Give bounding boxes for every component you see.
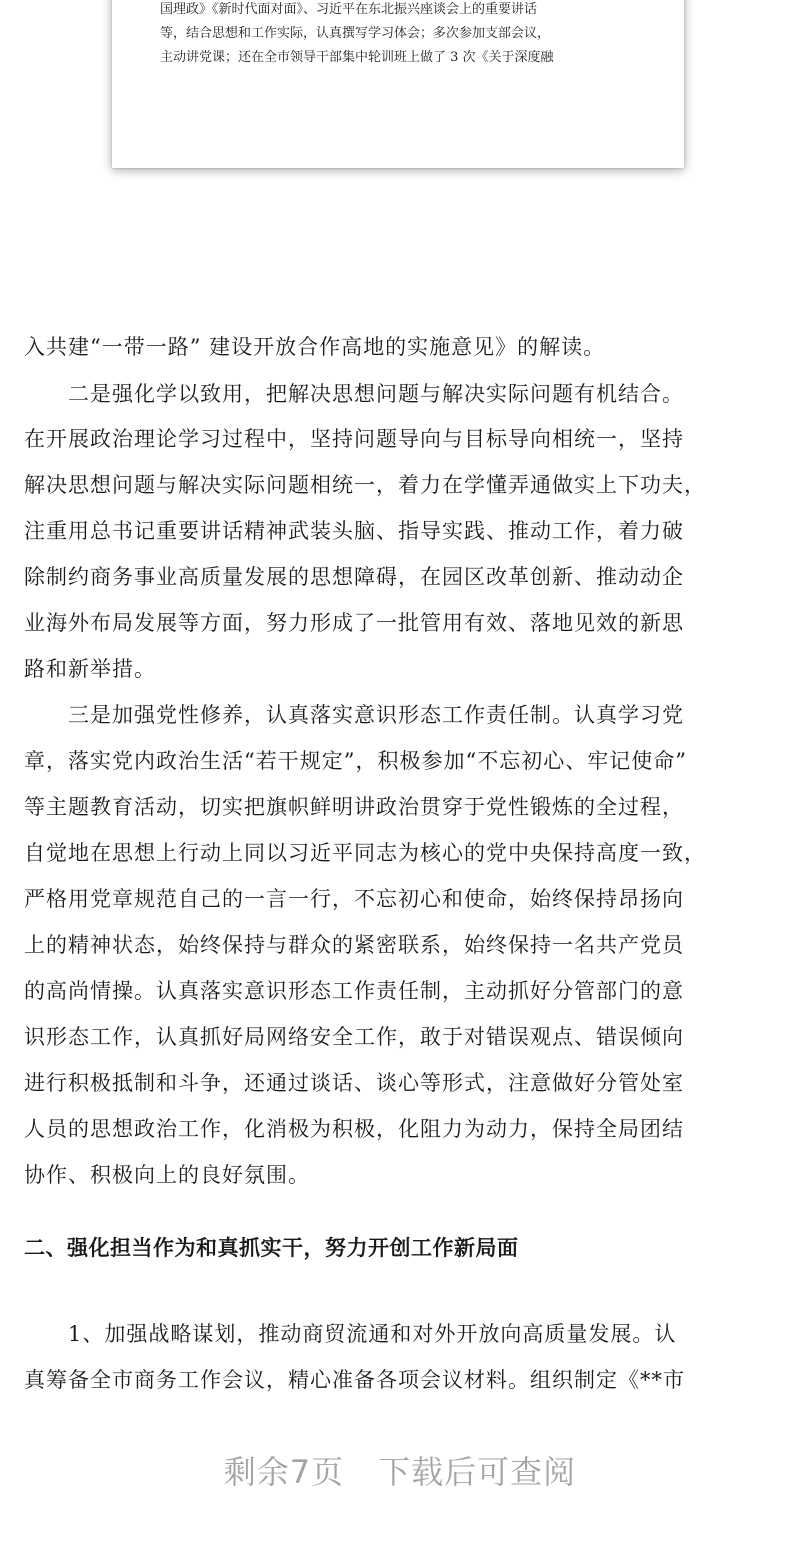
body-line: 人员的思想政治工作，化消极为积极，化阻力为动力，保持全局团结 [24, 1117, 684, 1141]
body-line: 三是加强党性修养，认真落实意识形态工作责任制。认真学习党 [24, 703, 684, 727]
body-line: 业海外布局发展等方面，努力形成了一批管用有效、落地见效的新思 [24, 611, 684, 635]
body-line: 在开展政治理论学习过程中，坚持问题导向与目标导向相统一，坚持 [24, 427, 684, 451]
body-line: 1、加强战略谋划，推动商贸流通和对外开放向高质量发展。认 [24, 1322, 677, 1346]
body-line: 注重用总书记重要讲话精神武装头脑、指导实践、推动工作，着力破 [24, 519, 684, 543]
body-line: 自觉地在思想上行动上同以习近平同志为核心的党中央保持高度一致， [24, 841, 706, 865]
remaining-pages-label: 剩余7页 [223, 1453, 345, 1491]
document-preview-card [112, 0, 684, 168]
section-heading: 二、强化担当作为和真抓实干，努力开创工作新局面 [24, 1236, 519, 1260]
download-to-view-label[interactable]: 下载后可查阅 [378, 1453, 577, 1491]
body-line: 章，落实党内政治生活“若干规定”，积极参加“不忘初心、牢记使命” [24, 749, 687, 773]
body-line: 解决思想问题与解决实际问题相统一，着力在学懂弄通做实上下功夫， [24, 473, 706, 497]
body-line: 协作、积极向上的良好氛围。 [24, 1163, 310, 1187]
body-line: 路和新举措。 [24, 657, 156, 681]
body-line: 严格用党章规范自己的一言一行，不忘初心和使命，始终保持昂扬向 [24, 887, 684, 911]
body-line: 上的精神状态，始终保持与群众的紧密联系，始终保持一名共产党员 [24, 933, 684, 957]
download-more-banner[interactable] [0, 1448, 800, 1496]
body-line: 真筹备全市商务工作会议，精心准备各项会议材料。组织制定《**市 [24, 1368, 685, 1392]
preview-line: 等，结合思想和工作实际，认真撰写学习体会；多次参加支部会议， [160, 26, 551, 41]
preview-line: 主动讲党课；还在全市领导干部集中轮训班上做了 3 次《关于深度融 [160, 50, 554, 65]
body-line: 除制约商务事业高质量发展的思想障碍，在园区改革创新、推动动企 [24, 565, 684, 589]
body-line: 二是强化学以致用，把解决思想问题与解决实际问题有机结合。 [24, 382, 684, 406]
body-line: 的高尚情操。认真落实意识形态工作责任制，主动抓好分管部门的意 [24, 979, 684, 1003]
body-line: 等主题教育活动，切实把旗帜鲜明讲政治贯穿于党性锻炼的全过程， [24, 795, 684, 819]
body-line: 进行积极抵制和斗争，还通过谈话、谈心等形式，注意做好分管处室 [24, 1071, 684, 1095]
body-line: 入共建“一带一路” 建设开放合作高地的实施意见》的解读。 [24, 335, 606, 359]
body-line: 识形态工作，认真抓好局网络安全工作，敢于对错误观点、错误倾向 [24, 1025, 684, 1049]
preview-line: 国理政》《新时代面对面》、习近平在东北振兴座谈会上的重要讲话 [160, 2, 538, 17]
